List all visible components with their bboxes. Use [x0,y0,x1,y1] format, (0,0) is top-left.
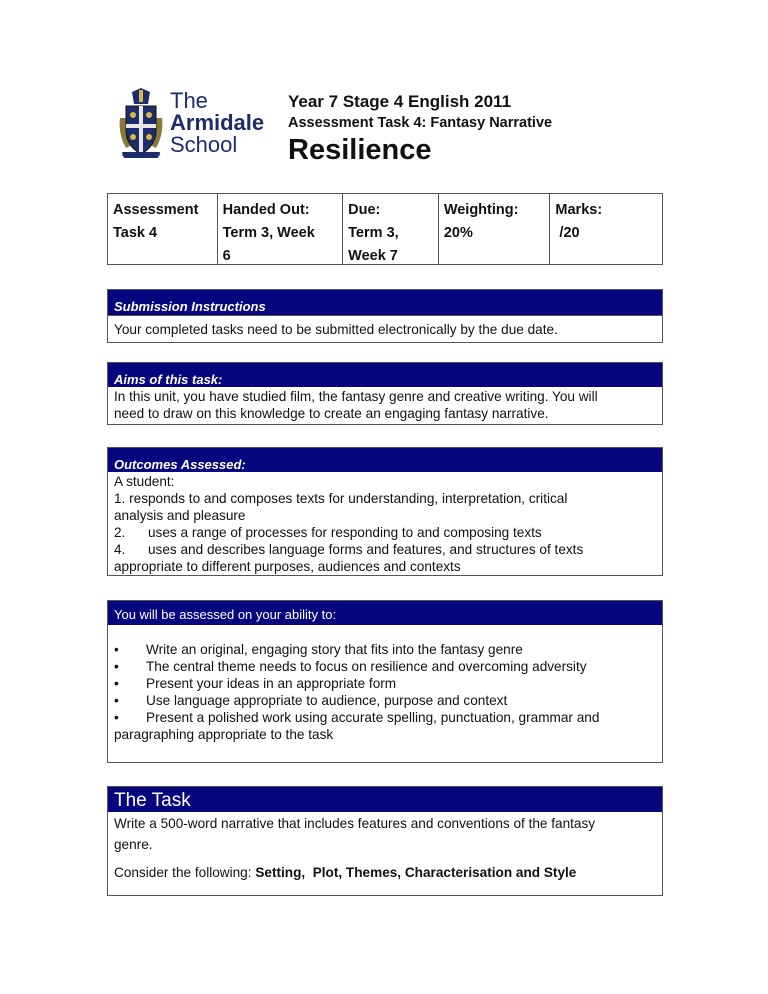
criteria-text: Use language appropriate to audience, purpose and context [146,693,508,708]
assessment-criteria-box [107,600,663,763]
bullet-icon: • [114,710,119,725]
assessment-criteria-heading: You will be assessed on your ability to: [108,601,662,625]
outcomes-intro: A student: [114,474,175,489]
info-assessment-value: Task 4 [113,225,158,241]
submission-heading: Submission Instructions [108,290,662,315]
info-cell-weighting [439,194,551,264]
info-handed-out-value-cont: 6 [222,248,231,264]
outcomes-text [108,472,662,577]
info-due-value-cont: Week 7 [348,248,398,264]
criteria-item [114,675,656,692]
info-cell-marks [550,194,662,264]
info-marks-label: Marks: [555,202,603,218]
outcome-number: 2. [114,525,126,540]
criteria-item [114,709,656,726]
submission-box [107,289,663,343]
aims-line: need to draw on this knowledge to create an engaging fantasy narrative. [114,406,549,421]
info-marks-value: /20 [555,225,580,241]
outcome-text: uses a range of processes for responding to and composing texts [148,525,542,540]
outcome-text: uses and describes language forms and features, and structures of texts [148,542,584,557]
info-due-label: Due: [348,202,381,218]
page-title: Resilience [288,134,432,166]
outcome-item-cont: appropriate to different purposes, audiences and contexts [114,559,461,574]
aims-heading: Aims of this task: [108,363,662,387]
aims-text [108,387,662,424]
bullet-icon: • [114,659,119,674]
school-logo [118,88,268,164]
info-cell-handed-out [218,194,344,264]
info-handed-out-value: Term 3, Week [222,225,315,241]
outcomes-box [107,447,663,576]
aims-box [107,362,663,425]
outcome-item-cont: analysis and pleasure [114,508,246,523]
outcome-item [114,541,656,558]
info-weighting-label: Weighting: [443,202,519,218]
submission-text: Your completed tasks need to be submitted electronically by the due date. [108,315,662,340]
info-cell-due [343,194,439,264]
assessment-criteria-list [108,625,662,745]
logo-established: Established 1894 [122,152,161,158]
criteria-text: The central theme needs to focus on resilience and overcoming adversity [146,659,587,674]
logo-line-armidale: Armidale [170,110,265,135]
task-heading: The Task [108,787,662,812]
aims-line: In this unit, you have studied film, the fantasy genre and creative writing. You will [114,389,598,404]
task-consider [114,862,656,883]
outcome-number: 4. [114,542,126,557]
criteria-item [114,641,656,658]
info-weighting-value: 20% [443,225,473,241]
outcome-item: 1. responds to and composes texts for understanding, interpretation, critical [114,491,568,506]
criteria-item [114,692,656,709]
info-handed-out-label: Handed Out: [222,202,310,218]
logo-wordmark [122,88,265,158]
bullet-icon: • [114,642,119,657]
course-title: Year 7 Stage 4 English 2011 [288,92,512,111]
task-line: genre. [114,837,153,852]
task-title: Assessment Task 4: Fantasy Narrative [288,115,553,131]
logo-line-the: The [170,88,208,113]
bullet-icon: • [114,693,119,708]
assessment-info-table [107,193,663,265]
criteria-item [114,658,656,675]
consider-items: Setting, Plot, Themes, Characterisation and Style [255,865,577,880]
logo-line-school: School [170,132,238,157]
info-cell-assessment [108,194,218,264]
task-line: Write a 500-word narrative that includes features and conventions of the fantasy [114,816,596,831]
criteria-text: Present a polished work using accurate spelling, punctuation, grammar and [146,710,600,725]
outcome-item [114,524,656,541]
task-text [108,812,662,885]
outcomes-heading: Outcomes Assessed: [108,448,662,472]
consider-label: Consider the following: [114,865,256,880]
criteria-text: Present your ideas in an appropriate form [146,676,397,691]
criteria-text: Write an original, engaging story that fits into the fantasy genre [146,642,523,657]
info-assessment-label: Assessment [113,202,199,218]
criteria-item-cont: paragraphing appropriate to the task [114,727,334,742]
info-due-value: Term 3, [348,225,399,241]
task-box [107,786,663,896]
bullet-icon: • [114,676,119,691]
